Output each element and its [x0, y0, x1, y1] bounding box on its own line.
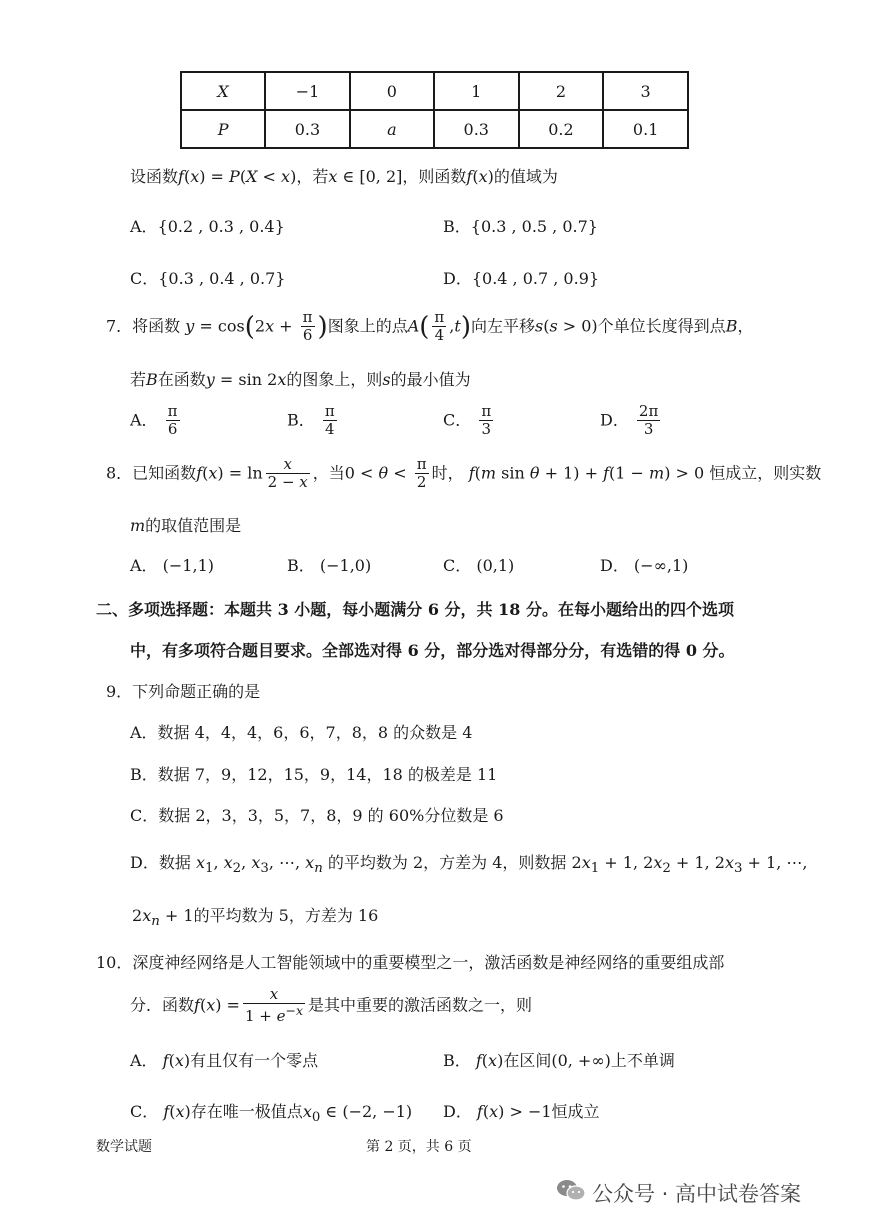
- q10-option-c[interactable]: C． f(x)存在唯一极值点$x_0$ ∈ (−2, −1): [130, 1102, 413, 1126]
- q9-option-c[interactable]: C．数据 2，3，3，5，7，8，9 的 60%分位数是 6: [130, 806, 504, 825]
- watermark-text: 公众号 · 高中试卷答案: [592, 1182, 802, 1206]
- q9-option-d[interactable]: D．数据 $x_1$, $x_2$, $x_3$, ⋯, $x_n$ 的平均数为 2，方差为 4，则数据 $2x_1 + 1$, $2x_2 + 1$, $2x_3 + 1$, ⋯,: [130, 853, 808, 877]
- q10-line1: 10．深度神经网络是人工智能领域中的重要模型之一，激活函数是神经网络的重要组成部: [96, 953, 725, 972]
- q7-option-a[interactable]: A． $\frac{\pi}{6}$: [130, 402, 178, 439]
- q7-line2: 若B在函数y = sin 2x的图象上，则s的最小值为: [130, 370, 471, 389]
- table-cell: a: [350, 110, 434, 148]
- q9-option-a[interactable]: A．数据 4，4，4，6，6，7，8，8 的众数是 4: [130, 723, 473, 742]
- section2-line2: 中，有多项符合题目要求。全部选对得 6 分，部分选对得部分分，有选错的得 0 分。: [130, 641, 735, 660]
- table-cell: 0.3: [434, 110, 519, 148]
- q8-option-a[interactable]: A． (−1,1): [130, 556, 214, 575]
- table-cell: 0.1: [603, 110, 688, 148]
- table-cell: −1: [265, 72, 350, 110]
- footer-subject: 数学试题: [96, 1139, 152, 1155]
- q8-line2: m的取值范围是: [130, 516, 242, 535]
- table-cell: 3: [603, 72, 688, 110]
- q6-option-d[interactable]: D．{0.4 , 0.7 , 0.9}: [443, 269, 600, 288]
- table-cell: 1: [434, 72, 519, 110]
- table-row: [181, 110, 688, 148]
- q9-option-b[interactable]: B．数据 7，9，12，15，9，14，18 的极差是 11: [130, 765, 498, 784]
- table-cell: P: [181, 110, 265, 148]
- q6-option-a[interactable]: A．{0.2 , 0.3 , 0.4}: [130, 217, 285, 236]
- q7-option-c[interactable]: C． $\frac{\pi}{3}$: [443, 402, 492, 439]
- table-cell: 0: [350, 72, 434, 110]
- distribution-table: [180, 71, 689, 149]
- table-row: [181, 72, 688, 110]
- q8-option-c[interactable]: C． (0,1): [443, 556, 515, 575]
- q9-option-d-line2: $2x_n + 1$的平均数为 5，方差为 16: [132, 906, 379, 930]
- q10-option-d[interactable]: D． f(x) > −1恒成立: [443, 1102, 600, 1121]
- table-cell: 0.3: [265, 110, 350, 148]
- table-cell: X: [181, 72, 265, 110]
- q9-stem: 9．下列命题正确的是: [106, 682, 261, 701]
- q10-option-a[interactable]: A． f(x)有且仅有一个零点: [130, 1051, 319, 1070]
- table-cell: 2: [519, 72, 604, 110]
- footer-page-number: 第 2 页，共 6 页: [366, 1139, 472, 1155]
- wechat-icon: [556, 1178, 586, 1202]
- q7-option-b[interactable]: B． $\frac{\pi}{4}$: [287, 402, 335, 439]
- q10-line2: 分．函数f(x) = $\frac{x}{1 + e^{-x}}$ 是其中重要的激活函数之一，则: [130, 985, 533, 1026]
- q8-stem: 8．已知函数f(x) = ln $\frac{x}{2 - x}$ ，当0 < θ < $\frac{\pi}{2}$ 时， f(m sin θ + 1) + f(1 − m) > 0 恒成立，则实数: [106, 455, 822, 492]
- q6-stem: 设函数f(x) = P(X < x)，若x ∈ [0, 2]，则函数f(x)的值域为: [130, 167, 558, 186]
- q10-option-b[interactable]: B． f(x)在区间(0, +∞)上不单调: [443, 1051, 675, 1070]
- q6-option-c[interactable]: C．{0.3 , 0.4 , 0.7}: [130, 269, 286, 288]
- q7-stem: 7．将函数 y = cos(2x + $\frac{\pi}{6}$ )图象上的点A( $\frac{\pi}{4}$ ,t)向左平移s(s > 0)个单位长度得到点B，: [106, 308, 754, 345]
- q8-option-b[interactable]: B． (−1,0): [287, 556, 372, 575]
- section2-line1: 二、多项选择题：本题共 3 小题，每小题满分 6 分，共 18 分。在每小题给出的四个选项: [96, 600, 734, 619]
- table-cell: 0.2: [519, 110, 604, 148]
- q8-option-d[interactable]: D． (−∞,1): [600, 556, 689, 575]
- q7-option-d[interactable]: D． $\frac{2\pi}{3}$: [600, 402, 659, 439]
- q6-option-b[interactable]: B．{0.3 , 0.5 , 0.7}: [443, 217, 598, 236]
